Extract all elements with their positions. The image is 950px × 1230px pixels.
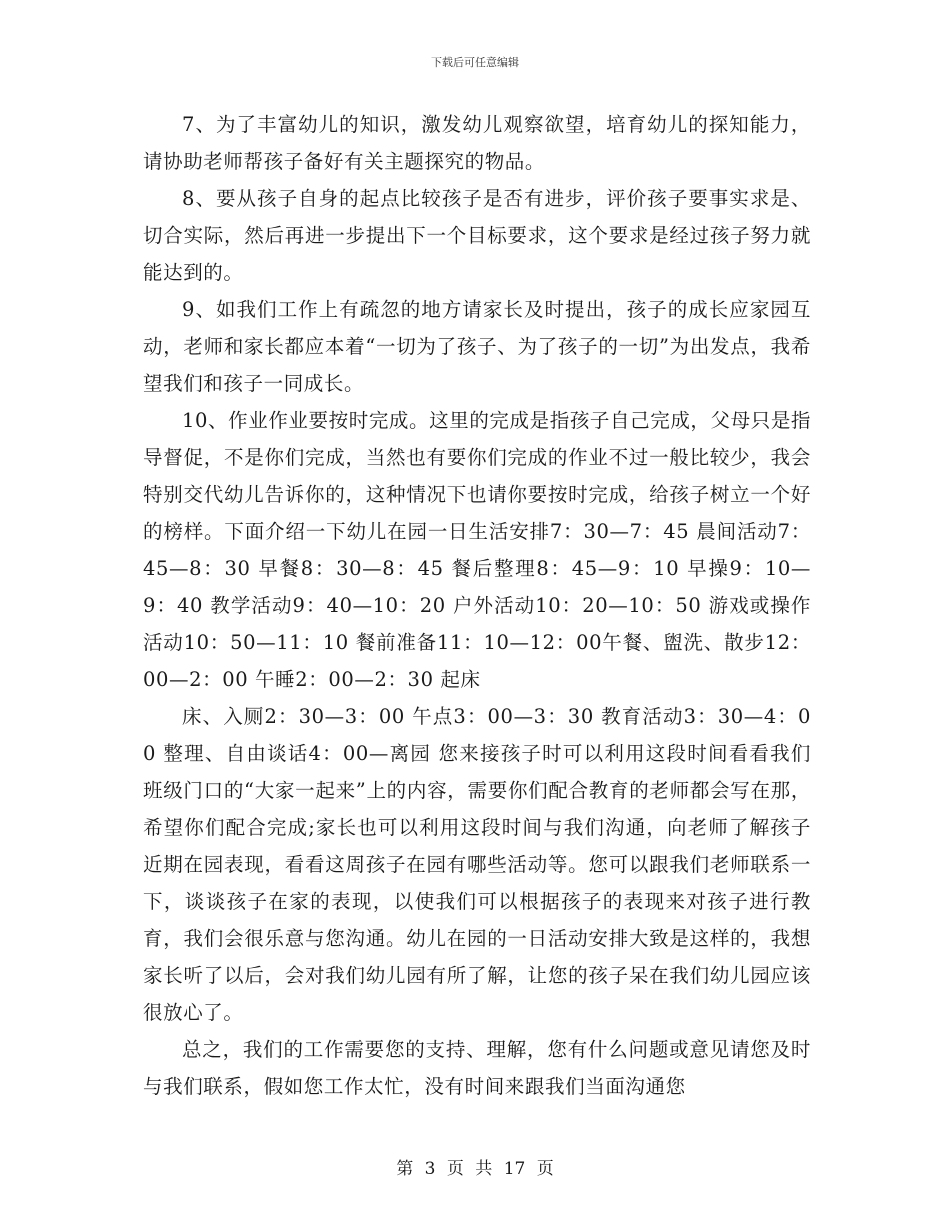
document-body: [143, 106, 811, 1105]
paragraph-10: 10、作业作业要按时完成。这里的完成是指孩子自己完成，父母只是指导督促，不是你们完成，当然也有要你们完成的作业不过一般比较少，我会特别交代幼儿告诉你的，这种情况下也请你要按时完成，给孩子树立一个好的榜样。下面介绍一下幼儿在园一日生活安排7：30—7：45 晨间活动7：45—8：30 早餐8：30—8：45 餐后整理8：45—9：10 早操9：10—9：40 教学活动9：40—10：20 户外活动10：20—10：50 游戏或操作活动10：50—11：10 餐前准备11：10—12：00午餐、盥洗、散步12：00—2：00 午睡2：00—2：30 起床: [143, 409, 812, 691]
page-header: 下载后可任意编辑: [431, 56, 519, 69]
paragraph-schedule-continued: 床、入厕2：30—3：00 午点3：00—3：30 教育活动3：30—4：00 整理、自由谈话4：00—离园 您来接孩子时可以利用这段时间看看我们班级门口的“大家一起来”上的内容，需要你们配合教育的老师都会写在那，希望你们配合完成;家长也可以利用这段时间与我们沟通，向老师了解孩子近期在园表现，看看这周孩子在园有哪些活动等。您可以跟我们老师联系一下，谈谈孩子在家的表现，以使我们可以根据孩子的表现来对孩子进行教育，我们会很乐意与您沟通。幼儿在园的一日活动安排大致是这样的，我想家长听了以后，会对我们幼儿园有所了解，让您的孩子呆在我们幼儿园应该很放心了。: [143, 705, 811, 1024]
paragraph-conclusion: 总之，我们的工作需要您的支持、理解，您有什么问题或意见请您及时与我们联系，假如您工作太忙，没有时间来跟我们当面沟通您: [143, 1038, 811, 1098]
page-footer: 第 3 页 共 17 页: [396, 1159, 554, 1179]
paragraph-7: 7、为了丰富幼儿的知识，激发幼儿观察欲望，培育幼儿的探知能力，请协助老师帮孩子备好有关主题探究的物品。: [143, 113, 811, 173]
paragraph-8: 8、要从孩子自身的起点比较孩子是否有进步，评价孩子要事实求是、切合实际，然后再进一步提出下一个目标要求，这个要求是经过孩子努力就能达到的。: [143, 187, 811, 284]
paragraph-9: 9、如我们工作上有疏忽的地方请家长及时提出，孩子的成长应家园互动，老师和家长都应本着“一切为了孩子、为了孩子的一切”为出发点，我希望我们和孩子一同成长。: [143, 298, 811, 395]
